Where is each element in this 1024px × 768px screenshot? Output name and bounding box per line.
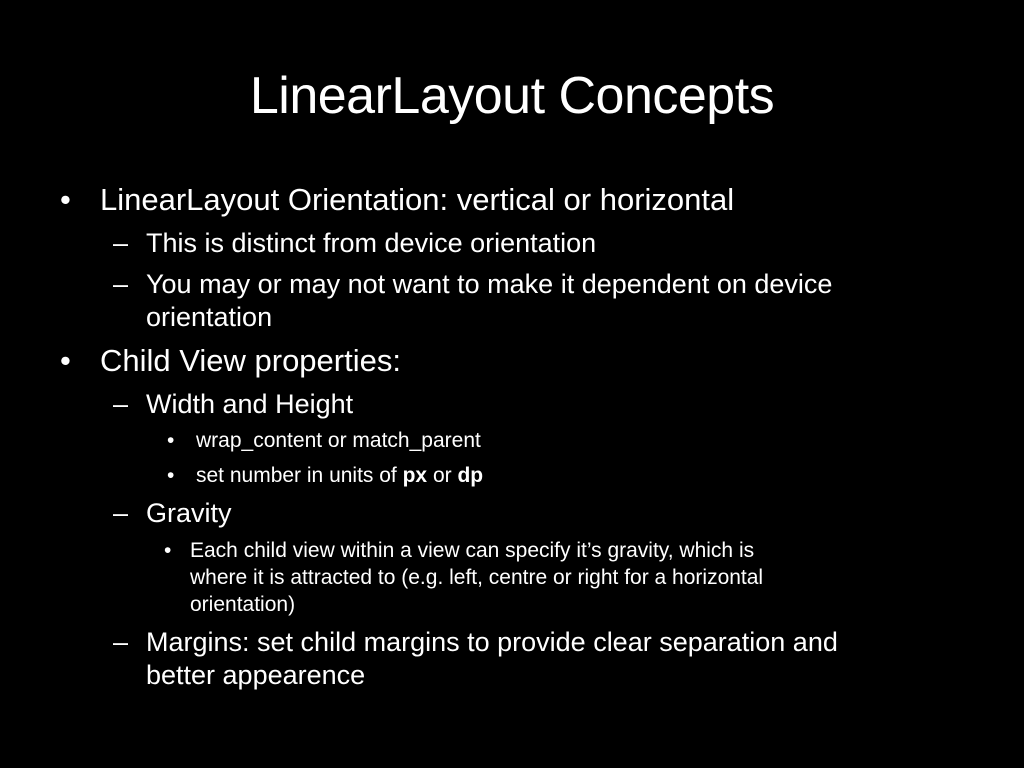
dash-marker: – xyxy=(113,269,129,299)
subsub-wrap-content: wrap_content or match_parent xyxy=(196,429,481,452)
bullet-marker: • xyxy=(164,539,172,562)
bullet-marker: • xyxy=(167,429,175,452)
subbullet-width-height: Width and Height xyxy=(146,389,354,419)
subbullet-distinct: This is distinct from device orientation xyxy=(146,228,597,258)
subbullet-margins-line1: Margins: set child margins to provide clear separation and xyxy=(146,627,838,657)
slide-title: LinearLayout Concepts xyxy=(249,67,775,125)
bullet-child-props: Child View properties: xyxy=(100,343,401,378)
bullet-marker: • xyxy=(60,182,71,217)
subbullet-dependent-line2: orientation xyxy=(146,302,273,332)
dash-marker: – xyxy=(113,389,129,419)
subsub-gravity-desc-line2: where it is attracted to (e.g. left, centre or right for a horizontal xyxy=(190,566,764,589)
subbullet-dependent-line1: You may or may not want to make it dependent on device xyxy=(146,269,833,299)
subsub-gravity-desc-line1: Each child view within a view can specify it’s gravity, which is xyxy=(190,539,755,562)
dash-marker: – xyxy=(113,627,129,657)
dash-marker: – xyxy=(113,228,129,258)
unit-dp: dp xyxy=(457,464,484,487)
subsub-gravity-desc-line3: orientation) xyxy=(190,593,296,616)
set-number-prefix: set number in units of xyxy=(196,464,403,487)
bullet-marker: • xyxy=(60,343,71,378)
subbullet-gravity: Gravity xyxy=(146,498,232,528)
subsub-set-number xyxy=(196,463,483,489)
subbullet-margins-line2: better appearence xyxy=(146,660,366,690)
bullet-orientation: LinearLayout Orientation: vertical or horizontal xyxy=(100,182,735,217)
bullet-marker: • xyxy=(167,464,175,487)
dash-marker: – xyxy=(113,498,129,528)
set-number-or: or xyxy=(427,464,458,487)
unit-px: px xyxy=(402,464,428,487)
